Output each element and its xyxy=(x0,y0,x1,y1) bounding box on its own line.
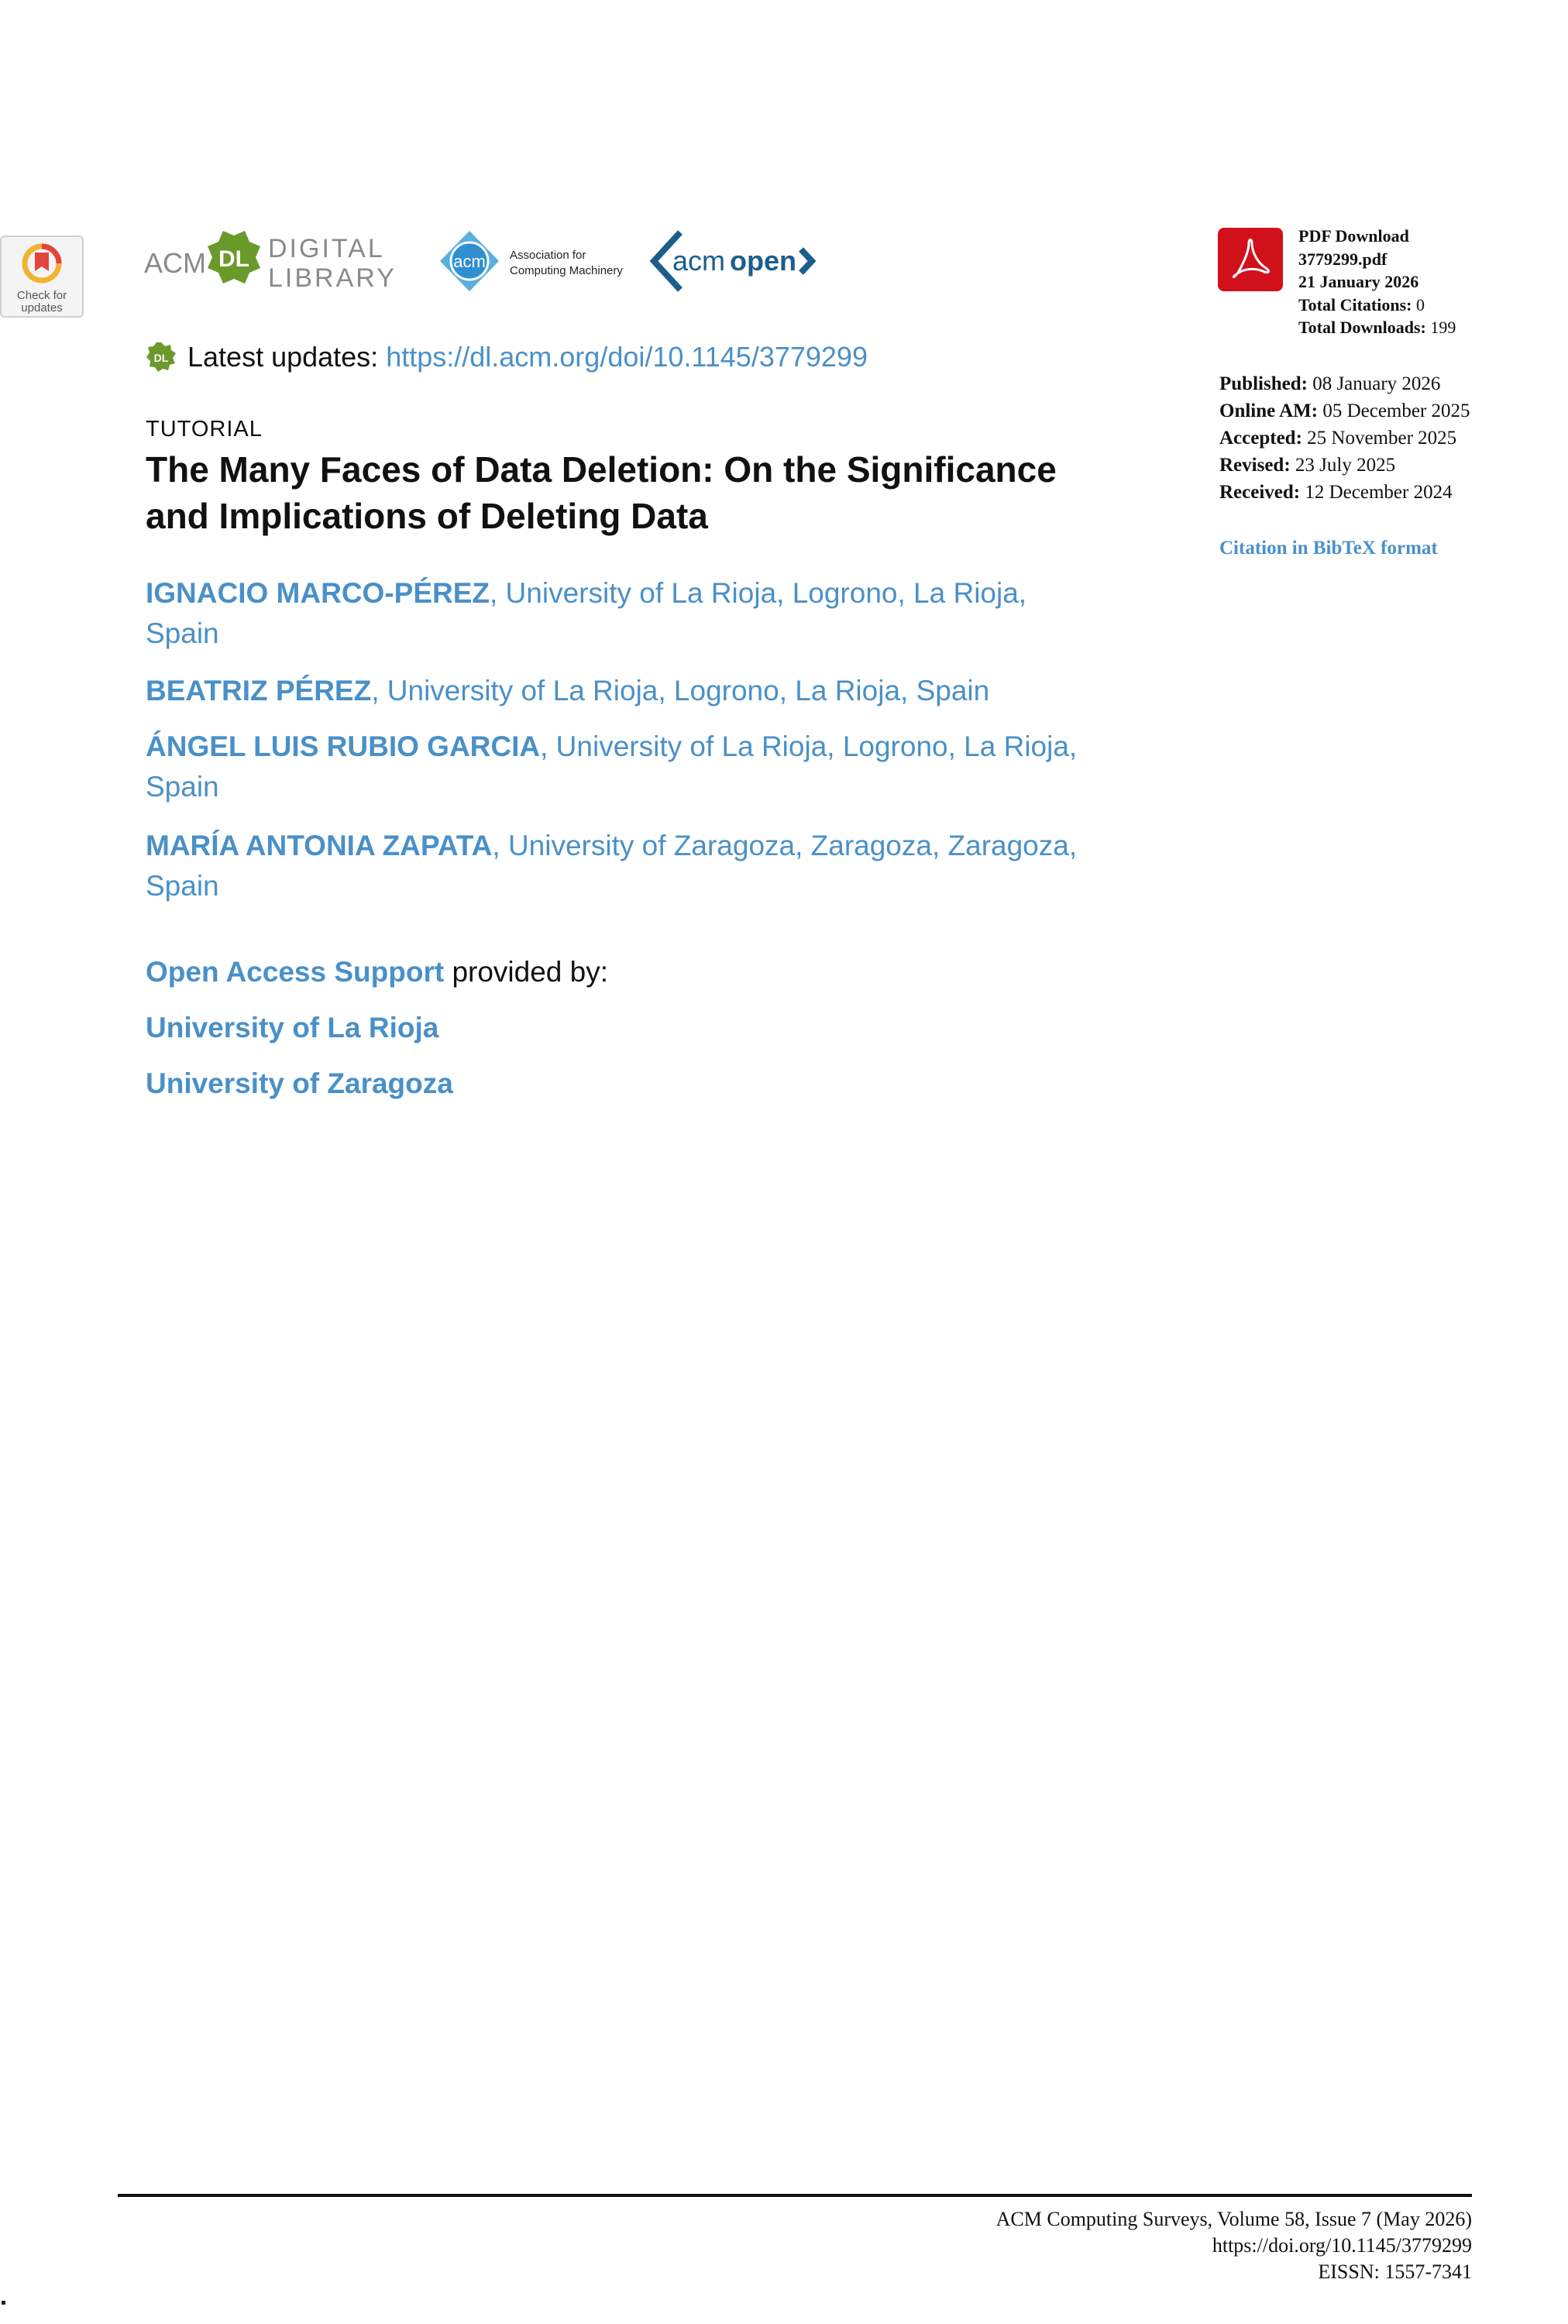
open-acm-text: acm xyxy=(672,245,726,277)
author-name[interactable]: MARÍA ANTONIA ZAPATA xyxy=(146,830,493,861)
date-label: Online AM: xyxy=(1219,401,1319,421)
pdf-download-title[interactable]: PDF Download xyxy=(1298,226,1409,246)
footer-eissn: EISSN: 1557-7341 xyxy=(1318,2260,1472,2283)
date-row xyxy=(1219,397,1470,425)
date-value: 23 July 2025 xyxy=(1295,455,1396,476)
citations-label: Total Citations: xyxy=(1298,294,1412,315)
open-right-chevron xyxy=(801,249,812,273)
title-line-1: The Many Faces of Data Deletion: On the Significance xyxy=(146,449,1057,490)
badge-line-2: updates xyxy=(21,301,63,315)
footer-doi[interactable]: https://doi.org/10.1145/3779299 xyxy=(1212,2234,1472,2257)
crossmark-icon xyxy=(22,243,62,284)
logo-dl-text: DL xyxy=(218,246,249,272)
pdf-download-icon[interactable] xyxy=(1218,228,1283,291)
date-value: 12 December 2024 xyxy=(1305,482,1453,503)
date-label: Accepted: xyxy=(1219,428,1302,449)
author-affiliation-cont: Spain xyxy=(146,771,219,803)
author-name[interactable]: ÁNGEL LUIS RUBIO GARCIA xyxy=(146,731,541,762)
bibtex-citation-link[interactable]: Citation in BibTeX format xyxy=(1219,538,1438,559)
author-name[interactable]: BEATRIZ PÉREZ xyxy=(146,675,372,706)
author-affiliation-cont: Spain xyxy=(146,870,219,902)
open-open-text: open xyxy=(730,245,796,277)
footer-rule xyxy=(118,2194,1472,2197)
publication-dates xyxy=(1219,370,1470,506)
author-affiliation-cont: Spain xyxy=(146,617,219,649)
author-affiliation: , University of La Rioja, Logrono, La Rioja, xyxy=(490,577,1027,609)
acm-org-line-1: Association for xyxy=(510,249,586,262)
date-row xyxy=(1219,425,1470,452)
acm-mark-text: acm xyxy=(453,252,486,271)
downloads-count: 199 xyxy=(1430,318,1456,337)
author-entry xyxy=(146,826,1184,906)
citations-count: 0 xyxy=(1415,294,1425,315)
badge-line-1: Check for xyxy=(16,289,67,302)
author-affiliation: , University of La Rioja, Logrono, La Rioja, xyxy=(540,731,1078,762)
logo-library-text: LIBRARY xyxy=(268,263,397,293)
date-label: Published: xyxy=(1219,373,1308,394)
footer xyxy=(996,2206,1472,2285)
open-access-support xyxy=(146,953,608,992)
latest-updates-label: Latest updates: xyxy=(187,341,379,373)
author-affiliation: , University of La Rioja, Logrono, La Rioja, Spain xyxy=(371,675,990,706)
date-value: 25 November 2025 xyxy=(1307,428,1457,449)
date-value: 08 January 2026 xyxy=(1312,373,1441,394)
pdf-meta xyxy=(1298,225,1456,339)
open-access-provided-by: provided by: xyxy=(444,956,609,988)
author-affiliation: , University of Zaragoza, Zaragoza, Zaragoza, xyxy=(492,830,1078,861)
date-row xyxy=(1219,479,1470,506)
svg-text:DL: DL xyxy=(153,352,169,364)
acm-org-line-2: Computing Machinery xyxy=(510,264,623,277)
article-title xyxy=(146,446,1168,539)
author-name[interactable]: IGNACIO MARCO-PÉREZ xyxy=(146,577,490,609)
pdf-date: 21 January 2026 xyxy=(1298,272,1419,291)
author-entry xyxy=(146,671,1184,711)
open-access-link[interactable]: Open Access Support xyxy=(146,956,445,988)
check-for-updates-badge[interactable] xyxy=(0,235,84,318)
institution-link[interactable]: University of Zaragoza xyxy=(146,1067,453,1099)
logo-digital-text: DIGITAL xyxy=(268,234,385,263)
acrobat-icon xyxy=(1218,228,1283,291)
date-label: Revised: xyxy=(1219,455,1291,476)
date-label: Received: xyxy=(1219,482,1301,503)
logo-acm-text: ACM xyxy=(144,247,206,279)
latest-updates-link[interactable]: https://dl.acm.org/doi/10.1145/3779299 xyxy=(386,341,868,373)
institution-link[interactable]: University of La Rioja xyxy=(146,1012,439,1043)
dl-seal-icon xyxy=(146,342,177,373)
author-entry xyxy=(146,573,1184,654)
title-line-2: and Implications of Deleting Data xyxy=(146,496,708,536)
date-value: 05 December 2025 xyxy=(1322,401,1470,421)
acm-association-logo[interactable] xyxy=(437,228,623,294)
page-mark xyxy=(2,2301,5,2305)
author-entry xyxy=(146,727,1184,807)
latest-updates xyxy=(146,341,868,380)
article-type: TUTORIAL xyxy=(146,417,263,442)
footer-journal: ACM Computing Surveys, Volume 58, Issue 7 (May 2026) xyxy=(995,2208,1472,2230)
pdf-filename: 3779299.pdf xyxy=(1298,249,1387,269)
acm-digital-library-logo[interactable] xyxy=(144,225,407,299)
date-row xyxy=(1219,452,1470,479)
acm-open-logo[interactable] xyxy=(649,228,821,294)
downloads-label: Total Downloads: xyxy=(1298,318,1426,337)
date-row xyxy=(1219,370,1470,397)
